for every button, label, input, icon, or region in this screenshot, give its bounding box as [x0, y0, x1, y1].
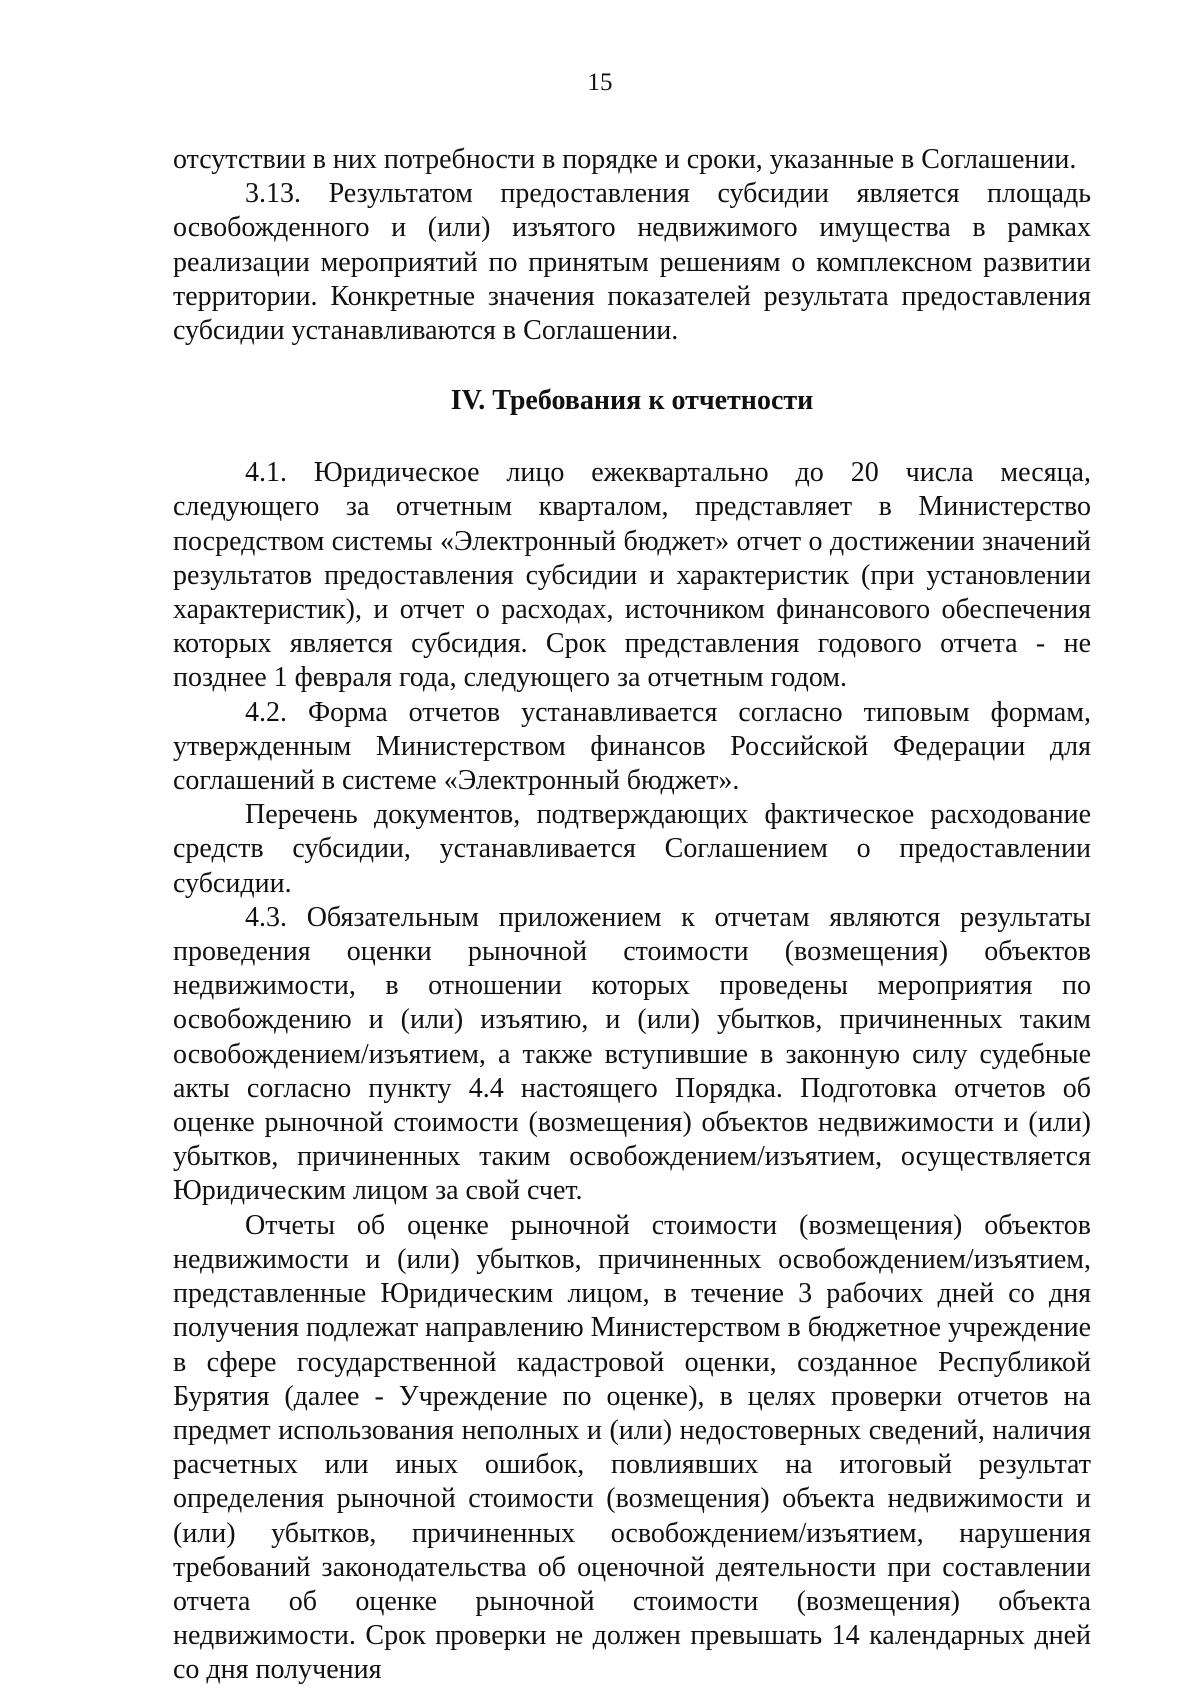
- paragraph-3-13: 3.13. Результатом предоставления субсидии является площадь освобожденного и (или) изъятого недвижимого имущества в рамках реализации мероприятий по принятым решениям о комплексном развитии территории. Конкретные значения показателей результата предоставления субсидии устанавливаются в Соглашении.: [173, 178, 1091, 347]
- paragraph-valuation-reports: Отчеты об оценке рыночной стоимости (возмещения) объектов недвижимости и (или) убытков, причиненных освобождением/изъятием, представленные Юридическим лицом, в течение 3 рабочих дней со дня получения подлежат направлению Министерством в бюджетное учреждение в сфере государственной кадастровой оценки, созданное Республикой Бурятия (далее - Учреждение по оценке), в целях проверки отчетов на предмет использования неполных и (или) недостоверных сведений, наличия расчетных или иных ошибок, повлиявших на итоговый результат определения рыночной стоимости (возмещения) объекта недвижимости и (или) убытков, причиненных освобождением/изъятием, нарушения требований законодательства об оценочной деятельности при составлении отчета об оценке рыночной стоимости (возмещения) объекта недвижимости. Срок проверки не должен превышать 14 календарных дней со дня получения: [173, 1209, 1091, 1686]
- paragraph-continuation: отсутствии в них потребности в порядке и сроки, указанные в Соглашении.: [173, 144, 1077, 175]
- section-heading: IV. Требования к отчетности: [450, 385, 814, 417]
- paragraph-4-3: 4.3. Обязательным приложением к отчетам являются результаты проведения оценки рыночной стоимости (возмещения) объектов недвижимости, в отношении которых проведены мероприятия по освобождению и (или) изъятию, и (или) убытков, причиненных таким освобождением/изъятием, а также вступившие в законную силу судебные акты согласно пункту 4.4 настоящего Порядка. Подготовка отчетов об оценке рыночной стоимости (возмещения) объектов недвижимости и (или) убытков, причиненных таким освобождением/изъятием, осуществляется Юридическим лицом за свой счет.: [173, 901, 1091, 1207]
- paragraph-4-1: 4.1. Юридическое лицо ежеквартально до 20 числа месяца, следующего за отчетным кварталом, представляет в Министерство посредством системы «Электронный бюджет» отчет о достижении значений результатов предоставления субсидии и характеристик (при установлении характеристик), и отчет о расходах, источником финансового обеспечения которых является субсидия. Срок представления годового отчета - не позднее 1 февраля года, следующего за отчетным годом.: [173, 457, 1091, 694]
- paragraph-documents-list: Перечень документов, подтверждающих фактическое расходование средств субсидии, устанавливается Соглашением о предоставлении субсидии.: [173, 799, 1091, 899]
- page-number: 15: [587, 69, 613, 96]
- document-body: [173, 143, 1091, 1688]
- paragraph-4-2: 4.2. Форма отчетов устанавливается согласно типовым формам, утвержденным Министерством финансов Российской Федерации для соглашений в системе «Электронный бюджет».: [173, 696, 1091, 797]
